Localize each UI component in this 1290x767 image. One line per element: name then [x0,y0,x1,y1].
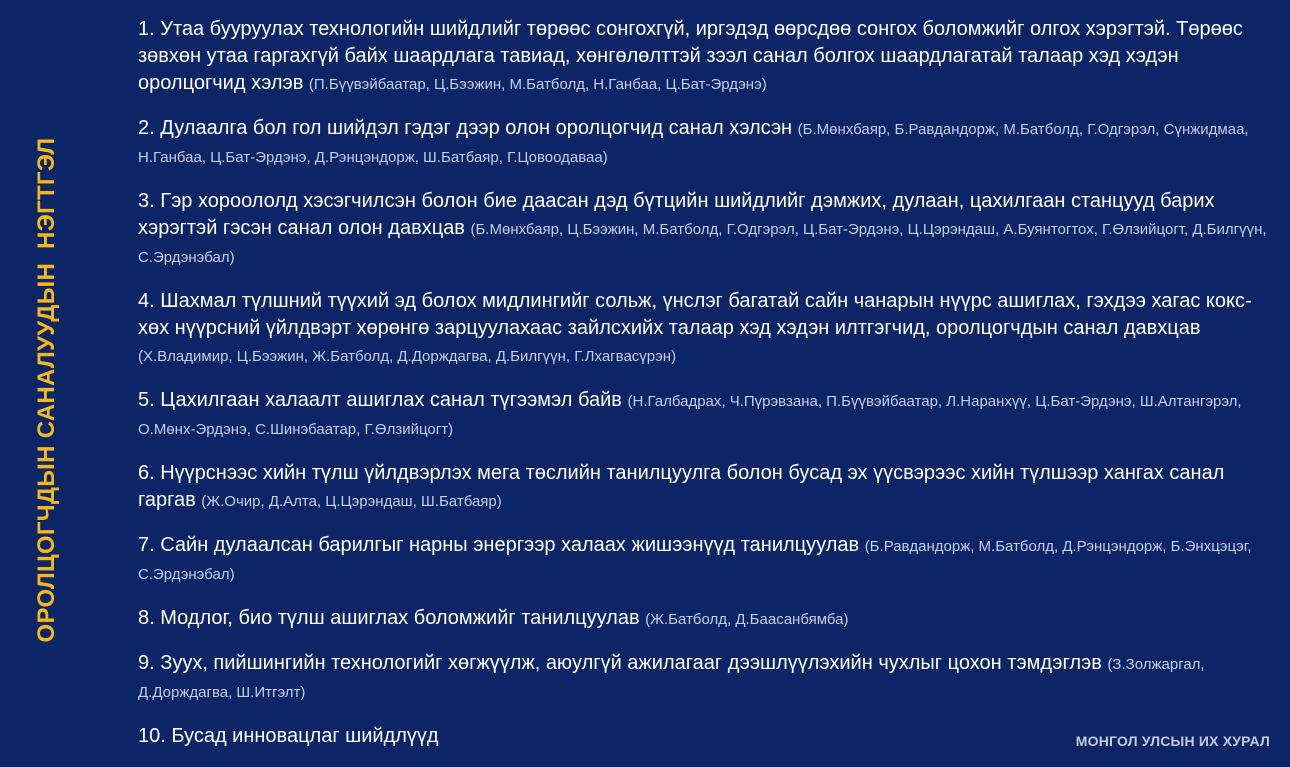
list-item [138,16,1273,98]
list-item [138,387,1273,443]
item-text: 3. Гэр хороололд хэсэгчилсэн болон бие даасан дэд бүтцийн шийдлийг дэмжих, дулаан, цахилгаан станцууд барих хэрэгтэй гэсэн санал олон давхцав [138,190,1215,239]
item-text: 5. Цахилгаан халаалт ашиглах санал түгээмэл байв [138,389,622,411]
item-note: (Б.Мөнхбаяр, Ц.Бээжин, М.Батболд, Г.Одгэрэл, Ц.Бат-Эрдэнэ, Ц.Цэрэндаш, А.Буянтогтох, Г.Өлзийцогт, Д.Билгүүн, С.Эрдэнэбал) [138,221,1267,266]
item-note: (Ж.Батболд, Д.Баасанбямба) [645,611,849,628]
proposal-list [138,16,1273,767]
item-text: 9. Зуух, пийшингийн технологийг хөгжүүлж, аюулгүй ажилагааг дээшлүүлэхийн чухлыг цохон тэмдэглэв [138,652,1102,674]
list-item [138,460,1273,515]
item-text: 4. Шахмал түлшний түүхий эд болох мидлингийг сольж, үнслэг багатай сайн чанарын нүүрс ашиглах, гэхдээ хагас кокс-хөх нүүрсний үйлдвэрт хөрөнгө зарцуулахаас зайлсхийх талаар хэд хэдэн илтгэгчид, оролцогчдын санал давхцав [138,290,1252,339]
item-text: 8. Модлог, био түлш ашиглах боломжийг танилцуулав [138,607,640,629]
footer-organization: МОНГОЛ УЛСЫН ИХ ХУРАЛ [1075,733,1270,749]
list-item [138,605,1273,633]
item-note: (З.Золжаргал, Д.Дорждагва, Ш.Итгэлт) [138,656,1205,701]
item-text: 1. Утаа бууруулах технологийн шийдлийг төрөөс сонгохгүй, иргэдэд өөрсдөө сонгох боломжийг олгох хэрэгтэй. Төрөөс зөвхөн утаа гаргахгүй байх шаардлага тавиад, хөнгөлөлттэй зээл санал болгох шаардлагатай талаар хэд хэдэн оролцогчид хэлэв [138,18,1243,94]
item-text: 10. Бусад инновацлаг шийдлүүд [138,725,439,747]
list-item [138,532,1273,588]
item-text: 7. Сайн дулаалсан барилгыг нарны энергээр халаах жишээнүүд танилцуулав [138,534,860,556]
item-note: (Б.Равдандорж, М.Батболд, Д.Рэнцэндорж, Б.Энхцэцэг, С.Эрдэнэбал) [138,538,1252,583]
side-title: ОРОЛЦОГЧДЫН САНАЛУУДЫН НЭГТГЭЛ [33,137,60,643]
item-note: (Б.Мөнхбаяр, Б.Равдандорж, М.Батболд, Г.Одгэрэл, Сүнжидмаа, Н.Ганбаа, Ц.Бат-Эрдэнэ, Д.Рэнцэндорж, Ш.Батбаяр, Г.Цовоодаваа) [138,121,1249,166]
list-item [138,115,1273,171]
list-item [138,650,1273,706]
item-note: (П.Бүүвэйбаатар, Ц.Бээжин, М.Батболд, Н.Ганбаа, Ц.Бат-Эрдэнэ) [308,76,767,93]
item-note: (Ж.Очир, Д.Алта, Ц.Цэрэндаш, Ш.Батбаяр) [201,493,502,510]
item-note: (Х.Владимир, Ц.Бээжин, Ж.Батболд, Д.Дорждагва, Д.Билгүүн, Г.Лхагвасүрэн) [138,348,677,365]
item-text: 6. Нүүрснээс хийн түлш үйлдвэрлэх мега төслийн танилцуулга болон бусад эх үүсвэрээс хийн түлшээр хангах санал гаргав [138,462,1225,511]
list-item [138,288,1273,370]
item-text: 2. Дулаалга бол гол шийдэл гэдэг дээр олон оролцогчид санал хэлсэн [138,117,793,139]
list-item [138,188,1273,271]
item-note: (Н.Галбадрах, Ч.Пүрэвзана, П.Бүүвэйбаатар, Л.Наранхүү, Ц.Бат-Эрдэнэ, Ш.Алтангэрэл, О.Мөнх-Эрдэнэ, С.Шинэбаатар, Г.Өлзийцогт) [138,393,1242,438]
